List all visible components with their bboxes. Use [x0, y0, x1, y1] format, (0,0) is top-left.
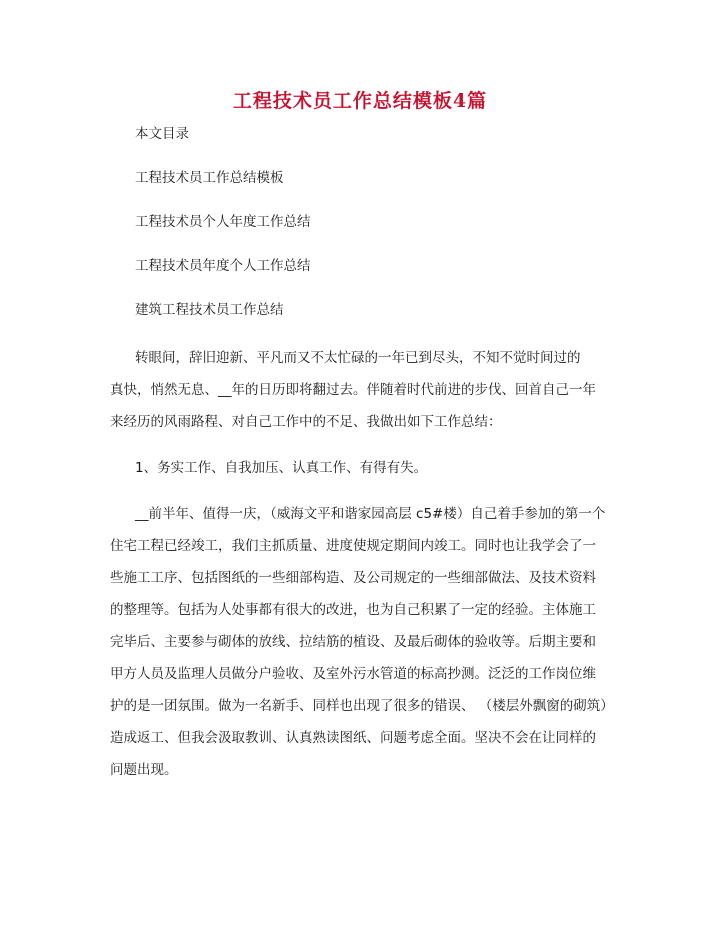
paragraph-line: 些施工工序、包括图纸的一些细部构造、及公司规定的一些细部做法、及技术资料	[110, 570, 596, 586]
paragraph-line: __前半年、值得一庆，（威海文平和谐家园高层 c5#楼）自己着手参加的第一个	[135, 506, 606, 522]
toc-item[interactable]: 工程技术员年度个人工作总结	[135, 258, 311, 274]
paragraph-line: 造成返工、但我会汲取教训、认真熟读图纸、问题考虑全面。坚决不会在让同样的	[110, 730, 596, 746]
paragraph-line: 护的是一团氛围。做为一名新手、同样也出现了很多的错误、 （楼层外飘窗的砌筑）	[110, 698, 614, 714]
toc-item[interactable]: 建筑工程技术员工作总结	[135, 302, 284, 318]
toc-item[interactable]: 工程技术员工作总结模板	[135, 170, 284, 186]
table-of-contents	[135, 124, 635, 344]
paragraph-line: 住宅工程已经竣工，我们主抓质量、进度使规定期间内竣工。同时也让我学会了一	[110, 538, 596, 554]
paragraph-line: 甲方人员及监理人员做分户验收、及室外污水管道的标高抄测。泛泛的工作岗位维	[110, 666, 596, 682]
paragraph-line: 真快，悄然无息、__年的日历即将翻过去。伴随着时代前进的步伐、回首自己一年	[110, 382, 596, 398]
paragraph-line: 来经历的风雨路程、对自己工作中的不足、我做出如下工作总结：	[110, 414, 502, 430]
toc-heading: 本文目录	[135, 126, 189, 142]
section-paragraph	[110, 498, 615, 786]
section-heading: 1、务实工作、自我加压、认真工作、有得有失。	[135, 460, 428, 476]
paragraph-line: 的整理等。包括为人处事都有很大的改进，也为自己积累了一定的经验。主体施工	[110, 602, 596, 618]
intro-paragraph	[110, 342, 615, 438]
paragraph-line: 转眼间，辞旧迎新、平凡而又不太忙碌的一年已到尽头，不知不觉时间过的	[135, 350, 581, 366]
document-title: 工程技术员工作总结模板4篇	[232, 90, 488, 112]
toc-item[interactable]: 工程技术员个人年度工作总结	[135, 214, 311, 230]
paragraph-line: 问题出现。	[110, 762, 178, 778]
paragraph-line: 完毕后、主要参与砌体的放线、拉结筋的植设、及最后砌体的验收等。后期主要和	[110, 634, 596, 650]
document-body	[110, 342, 615, 786]
